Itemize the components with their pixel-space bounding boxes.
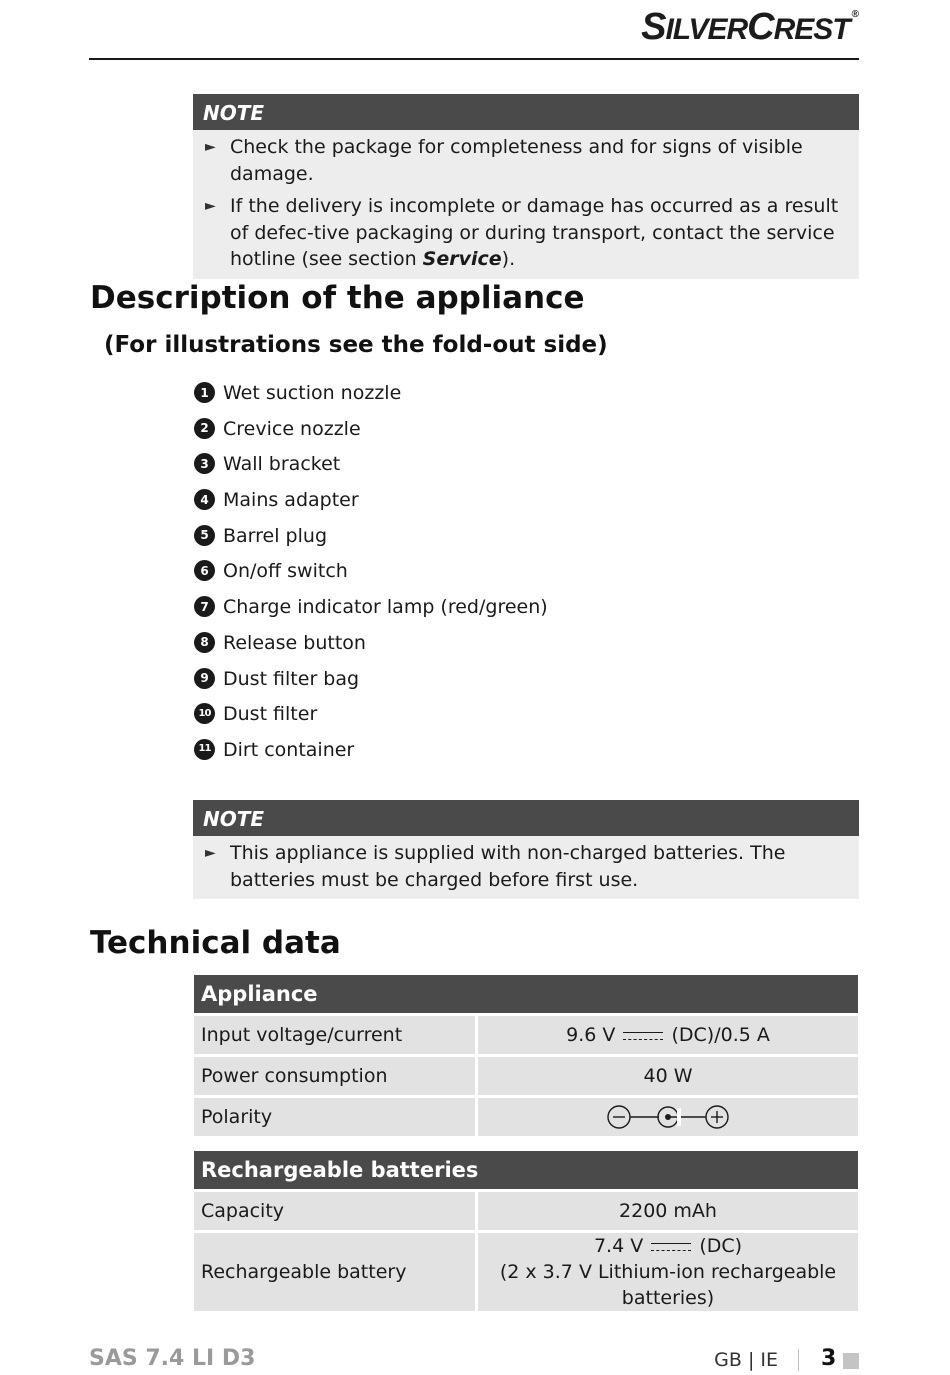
list-item: 10 Dust filter [194,699,548,735]
item-number-badge: 4 [194,489,215,510]
note-bullet: ► If the delivery is incomplete or damage has occurred as a result of defec-tive packaging or during transport, contact the service hotline (see section Service). [205,195,839,270]
note-title: NOTE [193,94,859,130]
spec-label: Polarity [194,1098,475,1136]
note-bullet: ► Check the package for completeness and for signs of visible damage. [205,136,803,185]
table-row [194,1192,858,1230]
table-row [194,1233,858,1311]
footer-divider [798,1349,799,1371]
list-item: 7 Charge indicator lamp (red/green) [194,592,548,628]
item-number-badge: 8 [194,632,215,653]
section-title-description: Description of the appliance [90,280,585,316]
list-item: 4 Mains adapter [194,485,548,521]
footer-language: GB | IE [714,1349,778,1371]
spec-value [475,1098,858,1136]
list-item: 2 Crevice nozzle [194,414,548,450]
note-title: NOTE [193,800,859,836]
item-number-badge: 6 [194,560,215,581]
item-number-badge: 5 [194,525,215,546]
spec-label: Rechargeable battery [194,1233,475,1311]
table-header: Appliance [194,975,858,1013]
list-item: 9 Dust filter bag [194,664,548,700]
item-number-badge: 3 [194,453,215,474]
spec-value: 2200 mAh [475,1192,858,1230]
spec-label: Capacity [194,1192,475,1230]
note-box-package [193,94,859,279]
note-bullet: ► This appliance is supplied with non-charged batteries. The batteries must be charged before first use. [205,842,786,891]
header-divider [89,58,859,60]
spec-label: Input voltage/current [194,1016,475,1054]
spec-label: Power consumption [194,1057,475,1095]
dc-current-symbol-icon [623,1031,663,1041]
list-item: 11 Dirt container [194,735,548,771]
footer-model-number: SAS 7.4 LI D3 [89,1346,256,1371]
page-number: 3 [821,1346,837,1371]
batteries-table [194,1148,858,1314]
triangle-bullet-icon: ► [205,139,216,155]
item-number-badge: 10 [194,703,215,724]
note-list [193,130,859,279]
section-title-technical: Technical data [90,925,341,961]
table-row [194,1098,858,1136]
spec-value: 7.4 V (DC) (2 x 3.7 V Lithium-ion rechargeable batteries) [475,1233,858,1311]
parts-list [194,378,548,771]
table-header: Rechargeable batteries [194,1151,858,1189]
item-number-badge: 7 [194,596,215,617]
dc-current-symbol-icon [651,1242,691,1252]
table-row [194,1057,858,1095]
table-row [194,1016,858,1054]
list-item: 1 Wet suction nozzle [194,378,548,414]
item-number-badge: 1 [194,382,215,403]
note-box-batteries [193,800,859,899]
spec-value: 40 W [475,1057,858,1095]
list-item: 5 Barrel plug [194,521,548,557]
triangle-bullet-icon: ► [205,845,216,861]
note-list [193,836,859,899]
brand-logo: SILVERCREST ® [641,6,858,48]
list-item: 8 Release button [194,628,548,664]
item-number-badge: 9 [194,668,215,689]
appliance-table [194,972,858,1139]
page-marker-square [843,1353,859,1369]
spec-value: 9.6 V (DC)/0.5 A [475,1016,858,1054]
list-item: 3 Wall bracket [194,449,548,485]
list-item: 6 On/off switch [194,556,548,592]
triangle-bullet-icon: ► [205,198,216,214]
item-number-badge: 2 [194,418,215,439]
section-subtitle: (For illustrations see the fold-out side) [104,332,608,358]
item-number-badge: 11 [194,739,215,760]
polarity-symbol-icon [606,1103,730,1131]
service-reference: Service [422,248,502,270]
